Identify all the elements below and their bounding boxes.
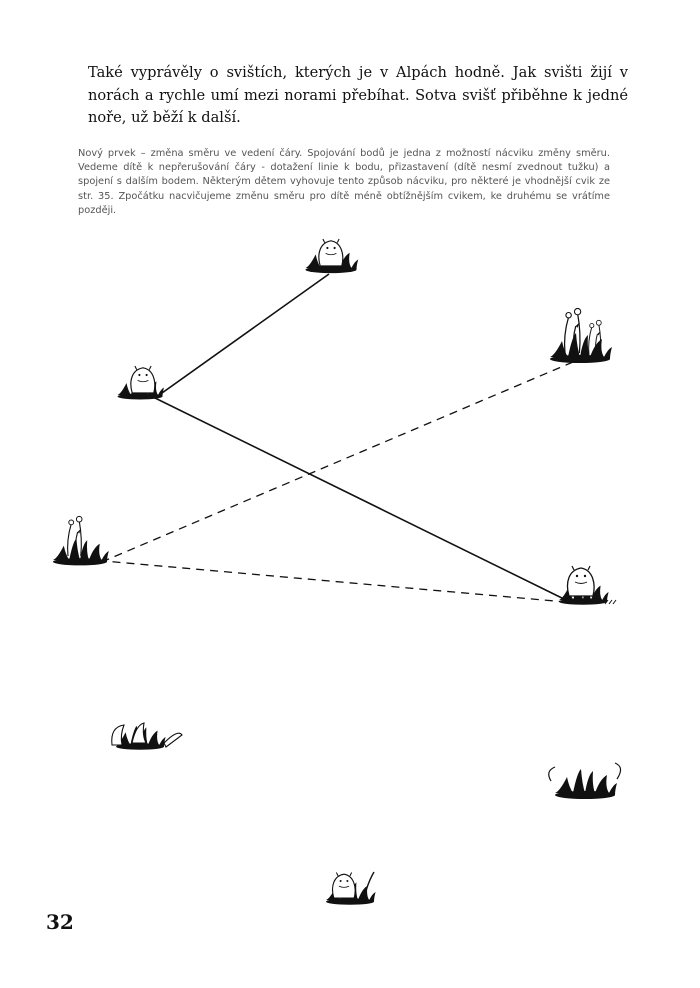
burrow-top-right[interactable] <box>550 308 612 363</box>
solid-path <box>155 274 568 601</box>
burrow-bottom-right[interactable] <box>549 763 621 799</box>
dashed-path <box>104 362 573 602</box>
burrow-bottom-center[interactable] <box>326 872 376 905</box>
burrow-left-middle[interactable] <box>53 516 109 565</box>
burrow-left-upper[interactable] <box>118 366 165 400</box>
burrow-right-middle[interactable] <box>559 566 616 605</box>
story-text: Také vyprávěly o svištích, kterých je v Alpách hodně. Jak svišti žijí v norách a rychle umí mezi norami přebíhat. Sotva svišť přiběhne k jedné noře, už běží k další. <box>88 64 628 126</box>
teacher-instructions: Nový prvek – změna směru ve vedení čáry. Spojování bodů je jedna z možností nácviku změny směru. Vedeme dítě k nepřerušování čáry - dotažení linie k bodu, přizastavení (dítě nesmí zvednout tužku) a spojení s dalším bodem. Některým dětem vyhovuje tento způsob nácviku, pro některé je vhodnější cvik ze str. 35. Zpočátku nacvičujeme změnu směru pro dítě méně obtížnějším cvikem, ke druhému se vrátíme později. <box>78 148 610 216</box>
page-number: 32 <box>46 910 74 934</box>
burrow-top-center[interactable] <box>306 239 359 273</box>
burrow-bottom-left[interactable] <box>112 723 182 750</box>
